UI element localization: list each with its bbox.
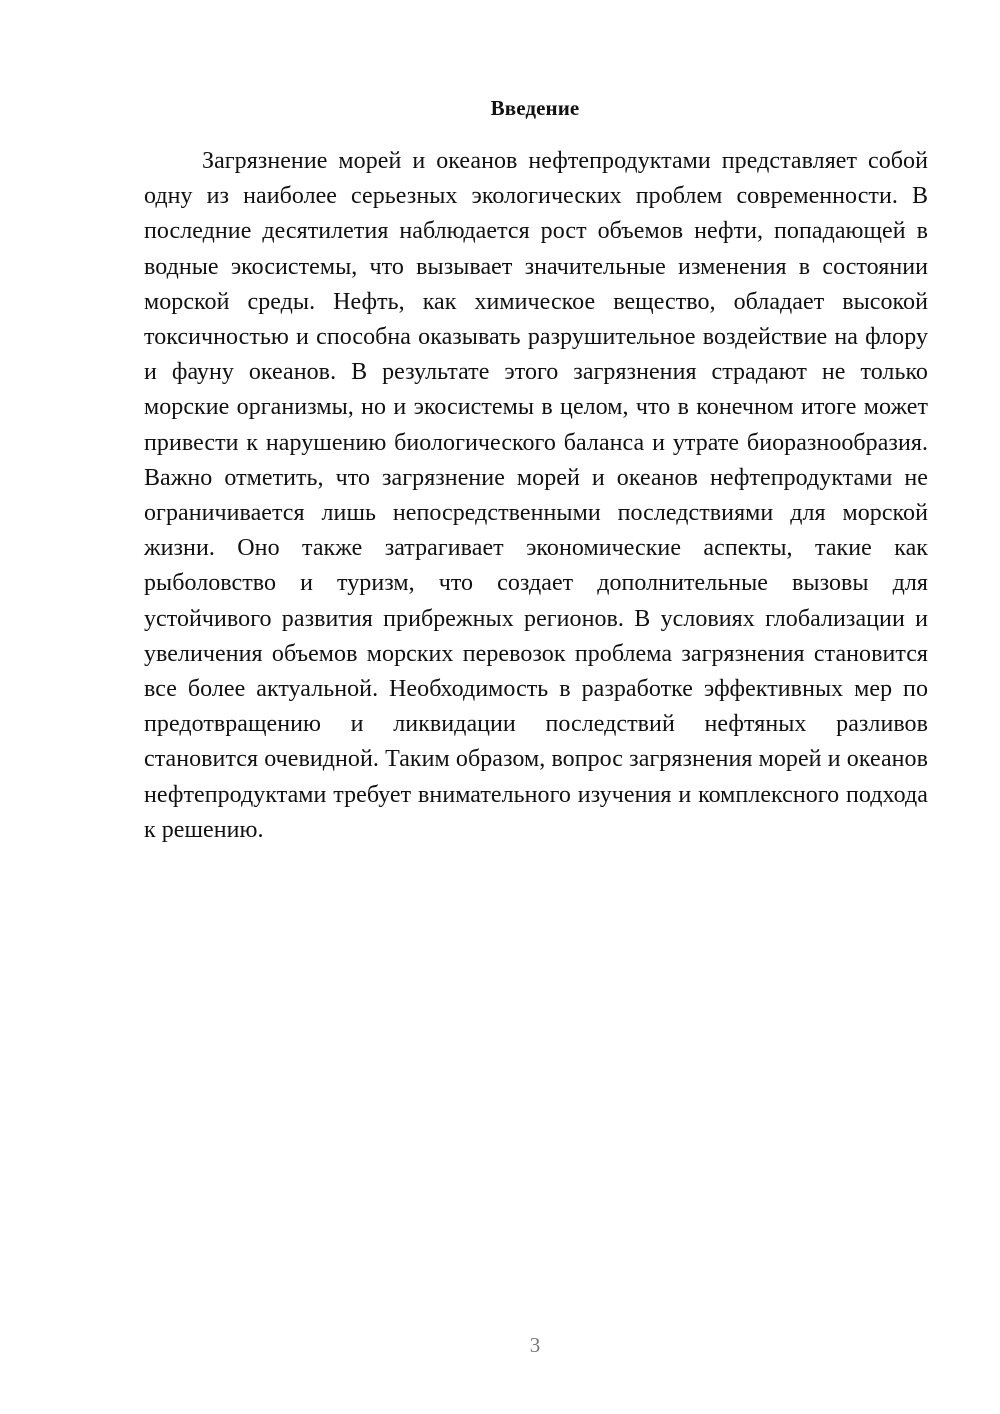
body-paragraph: Загрязнение морей и океанов нефтепродуктами представляет собой одну из наиболее серьезных экологических проблем современности. В последние десятилетия наблюдается рост объемов нефти, попадающей в водные экосистемы, что вызывает значительные изменения в состоянии морской среды. Нефть, как химическое вещество, обладает высокой токсичностью и способна оказывать разрушительное воздействие на флору и фауну океанов. В результате этого загрязнения страдают не только морские организмы, но и экосистемы в целом, что в конечном итоге может привести к нарушению биологического баланса и утрате биоразнообразия. Важно отметить, что загрязнение морей и океанов нефтепродуктами не ограничивается лишь непосредственными последствиями для морской жизни. Оно также затрагивает экономические аспекты, такие как рыболовство и туризм, что создает дополнительные вызовы для устойчивого развития прибрежных регионов. В условиях глобализации и увеличения объемов морских перевозок проблема загрязнения становится все более актуальной. Необходимость в разработке эффективных мер по предотвращению и ликвидации последствий нефтяных разливов становится очевидной. Таким образом, вопрос загрязнения морей и океанов нефтепродуктами требует внимательного изучения и комплексного подхода к решению.	[144, 148, 928, 843]
section-heading: Введение	[490, 96, 580, 120]
page-number: 3	[529, 1333, 541, 1357]
